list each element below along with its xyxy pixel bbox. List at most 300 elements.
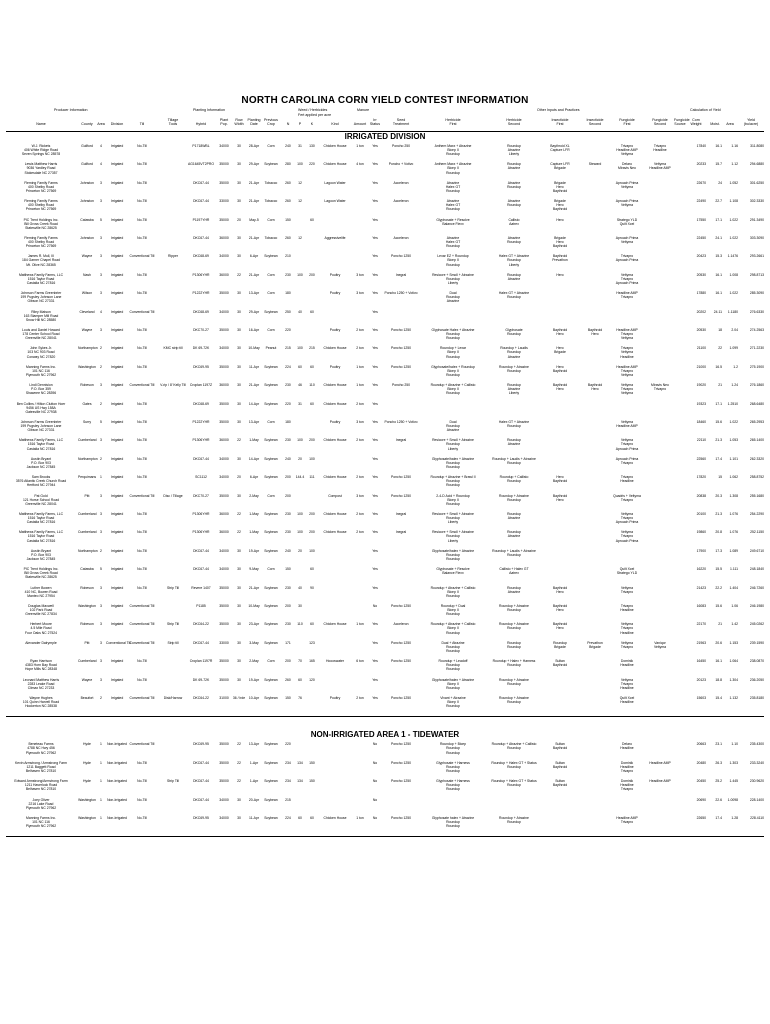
cell-line: Brigade (554, 236, 566, 240)
cell-line (542, 318, 578, 322)
cell-pop: 34000 (219, 567, 229, 572)
cell-line: Hero (556, 626, 564, 631)
cell-h2 (486, 816, 542, 828)
cell-line: Veltyma (620, 383, 634, 388)
cell-ar: 1.053 (729, 438, 738, 443)
cell-h2 (486, 512, 542, 524)
cell-line: Roundup (507, 203, 521, 208)
column-header-line2: Area (726, 122, 734, 127)
cell-till: No-Till (137, 180, 147, 185)
cell-line (542, 299, 578, 303)
cell-pop: 34000 (219, 254, 229, 259)
column-header-i1 (542, 118, 578, 126)
cell-line (610, 299, 644, 303)
cell-src (674, 641, 686, 653)
cell-line: Baythroid (587, 383, 603, 388)
cell-line: Baythroid (552, 585, 568, 590)
cell-ar: 1.099 (729, 346, 738, 351)
cell-hybrid: DKC69-95 (193, 364, 209, 369)
cell-line (646, 612, 674, 616)
cell-line: Headline (653, 148, 667, 153)
column-header-line2: First (556, 122, 564, 127)
cell-line (674, 704, 686, 708)
cell-wt: 20423 (696, 254, 706, 259)
cell-yld: 294.6880 (749, 162, 764, 167)
cell-i1 (542, 567, 578, 579)
cell-hybrid: DKC67-44 (193, 199, 209, 204)
cell-line: Roundup (507, 608, 521, 613)
cell-moist: 18 (718, 328, 722, 332)
cell-line (646, 686, 674, 690)
cell-line: Baythroid (552, 479, 568, 484)
cell-line: Roundup + Atrazine (499, 677, 529, 682)
cell-wt: 17820 (696, 475, 706, 480)
cell-line (486, 281, 542, 285)
cell-width: 30 (237, 659, 241, 664)
cell-yld: 268.6480 (749, 401, 764, 406)
cell-src (674, 622, 686, 634)
cell-line (674, 152, 686, 156)
cell-src (674, 365, 686, 377)
cell-i2 (580, 218, 610, 230)
cell-f1 (610, 816, 644, 828)
cell-seed: Acceleron (393, 199, 409, 204)
cell-src (674, 310, 686, 322)
table-row (0, 798, 770, 816)
cell-tools: KMC strip till (163, 346, 183, 351)
cell-line (646, 806, 674, 810)
cell-line: Headline AMP (649, 779, 671, 784)
cell-line: Plymouth NC 27962 (25, 805, 57, 810)
cell-amt: 6 ton (356, 659, 364, 664)
cell-i2 (580, 678, 610, 690)
cell-f2 (646, 641, 674, 653)
cell-line: Miravis Neo (618, 166, 636, 171)
cell-width: 30 (237, 383, 241, 388)
cell-h1 (422, 742, 484, 754)
cell-line (542, 355, 578, 359)
cell-line: Roundup + Atrazine (499, 604, 529, 608)
cell-irr: Yes (372, 548, 378, 553)
cell-line: Halex GT + Atrazine (498, 254, 530, 259)
cell-moist: 17.1 (715, 217, 722, 222)
column-header-line2: First (623, 122, 631, 127)
cell-f2 (646, 199, 674, 211)
cell-line: 2216 Lake Road (28, 801, 54, 806)
cell-line (422, 410, 484, 414)
cell-line: Delaro (622, 162, 632, 167)
cell-irr: Yes (372, 438, 378, 443)
cell-crop: Soybean (264, 797, 278, 802)
cell-hybrid: DKC67-44 (193, 180, 209, 185)
cell-line: Bicep II (447, 148, 459, 153)
cell-wt: 20233 (696, 162, 706, 167)
cell-till: Conventional Till (129, 604, 155, 608)
cell-n: 224 (285, 816, 291, 820)
cell-pop: 35000 (219, 217, 229, 222)
cell-h2 (486, 365, 542, 377)
cell-line: Roundup (446, 464, 460, 469)
cell-n: 230 (285, 272, 291, 277)
cell-yld: 246.7260 (749, 585, 764, 590)
cell-line: Liberty (508, 262, 520, 267)
cell-f1 (610, 494, 644, 506)
cell-pop: 31000 (219, 696, 229, 700)
cell-pop: 34000 (219, 475, 229, 480)
cell-irr: Yes (372, 512, 378, 516)
cell-line (486, 483, 542, 487)
cell-n: 240 (285, 548, 291, 553)
cell-h2 (486, 199, 542, 211)
cell-line (674, 244, 686, 248)
cell-pop: 36000 (219, 272, 229, 277)
cell-src (674, 402, 686, 414)
table-row (0, 144, 770, 162)
cell-date: 1-Apr (249, 779, 259, 784)
cell-line (646, 667, 674, 671)
cell-kind: Lagoon Water (324, 199, 346, 204)
cell-f1 (610, 236, 644, 248)
cell-county: Robeson (80, 585, 94, 590)
cell-line (486, 575, 542, 579)
cell-line: Atrazine (507, 148, 521, 153)
cell-moist: 22.6 (715, 797, 722, 802)
cell-f1 (610, 420, 644, 432)
cell-kind: Chicken House (323, 346, 347, 351)
cell-line (674, 575, 686, 579)
cell-i1 (542, 816, 578, 828)
table-row (0, 512, 770, 530)
cell-name (6, 236, 76, 248)
cell-till: No-Till (137, 677, 147, 682)
cell-line: Roundup + Dual (440, 604, 466, 608)
cell-amt: 3 ton (356, 420, 364, 424)
cell-irr: Yes (372, 420, 378, 424)
cell-i1 (542, 236, 578, 248)
cell-line (486, 226, 542, 230)
cell-h2 (486, 761, 542, 773)
cell-area: 1 (100, 816, 102, 820)
cell-src (674, 586, 686, 598)
cell-line: 1516 Taylor Road (27, 442, 55, 447)
cell-hybrid: DKC67-44 (193, 760, 209, 765)
cell-kind: Lagoon Water (324, 180, 346, 185)
cell-f1 (610, 567, 644, 579)
cell-line (646, 539, 674, 543)
cell-p: 134 (297, 760, 303, 765)
cell-line: Halex GT + Atrazine (498, 291, 530, 296)
cell-wt: 22560 (696, 456, 706, 461)
cell-line: Roundup (446, 820, 460, 825)
cell-line (486, 649, 542, 653)
cell-h2 (486, 567, 542, 579)
cell-division: Irrigated (110, 346, 124, 351)
cell-line: Lexar EZ + Roundup (437, 254, 469, 259)
cell-area: 2 (100, 401, 102, 406)
cell-moist: 17.3 (715, 548, 722, 553)
cell-line: Dominik (620, 760, 634, 765)
cell-county: Catawba (80, 567, 94, 572)
cell-line (580, 355, 610, 359)
cell-ar: 1.022 (729, 420, 738, 424)
cell-division: Irrigated (110, 585, 124, 590)
cell-pop: 36000 (219, 530, 229, 535)
cell-line (486, 465, 542, 469)
cell-tools: Strip Till (166, 622, 180, 627)
cell-h1 (422, 567, 484, 579)
cell-ar: 1.16 (731, 144, 738, 148)
cell-line: 101 Quinn Harvell Road (22, 700, 60, 705)
group-other-inputs: Other Inputs and Practices (537, 108, 580, 112)
cell-division: Irrigated (110, 548, 124, 553)
cell-irr: No (372, 779, 378, 784)
cell-line: Roundup (446, 556, 460, 561)
cell-wt: 20480 (696, 760, 706, 765)
cell-h2 (486, 402, 542, 414)
cell-moist: 22.7 (715, 199, 722, 204)
cell-line (580, 391, 610, 395)
cell-pop: 34000 (219, 456, 229, 461)
cell-n: 260 (285, 180, 291, 185)
cell-width: 30 (237, 677, 241, 682)
cell-line: Castalia NC 27816 (26, 538, 56, 543)
cell-k: 60 (310, 622, 314, 627)
column-header-line1: Herbicide (506, 118, 522, 122)
cell-line: Roundup (446, 152, 460, 157)
cell-f1 (610, 742, 644, 754)
cell-line: 1516 Taylor Road (27, 534, 55, 539)
cell-crop: Corn (267, 493, 275, 498)
cell-line: Trivapro (620, 254, 634, 259)
cell-h2 (486, 181, 542, 193)
cell-i1 (542, 586, 578, 598)
cell-yld: 275.1900 (749, 364, 764, 369)
cell-division: Irrigated (110, 696, 124, 700)
cell-line (580, 226, 610, 230)
cell-hybrid: DKC68-69 (193, 254, 209, 259)
cell-date: 29-Apr (248, 162, 260, 167)
cell-line (542, 391, 578, 395)
cell-line (646, 171, 674, 175)
section-title: IRRIGATED DIVISION (344, 132, 426, 141)
cell-line (486, 751, 542, 755)
cell-county: Johnston (80, 199, 94, 204)
cell-line (610, 594, 644, 598)
cell-ar: 1.303 (729, 760, 738, 765)
cell-name (6, 761, 76, 773)
cell-county: Cumberland (78, 530, 97, 535)
cell-kind: Chicken House (323, 816, 347, 820)
column-header-line1: Insecticide (586, 118, 604, 122)
cell-line: Roundup (507, 438, 521, 443)
cell-h2 (486, 457, 542, 469)
cell-name (6, 144, 76, 156)
cell-ar: 1.108 (729, 199, 738, 204)
cell-line: Manteo NC 27954 (27, 593, 55, 598)
cell-ar: 1.28 (731, 816, 738, 820)
cell-src (674, 181, 686, 193)
cell-division: Irrigated (110, 567, 124, 572)
cell-k: 200 (309, 272, 315, 277)
cell-line: Headline AMP (649, 760, 671, 765)
cell-line (674, 787, 686, 791)
cell-pop: 35000 (219, 328, 229, 332)
cell-line (580, 336, 610, 340)
cell-line (646, 649, 674, 653)
cell-i2 (580, 402, 610, 414)
cell-county: Wayne (81, 677, 93, 682)
cell-p: 20 (298, 548, 302, 553)
cell-i2 (580, 420, 610, 432)
cell-i1 (542, 622, 578, 634)
cell-kind: Compost (328, 493, 342, 498)
cell-line (674, 447, 686, 451)
table-row (0, 586, 770, 604)
column-header-width (232, 118, 246, 126)
column-header-amt (352, 118, 368, 126)
cell-wt: 22670 (696, 180, 706, 185)
cell-irr: No (372, 816, 378, 820)
cell-kind: Aggressivelife (324, 236, 346, 240)
cell-width: 30 (237, 797, 241, 802)
cell-line: Anthem Maxx + Atrazine (434, 144, 472, 148)
cell-wt: 21963 (696, 640, 706, 645)
cell-line: Roundup (446, 783, 460, 788)
cell-h1 (422, 181, 484, 193)
cell-i1 (542, 742, 578, 754)
cell-county: Wayne (81, 254, 93, 259)
cell-h1 (422, 420, 484, 432)
cell-line: Roundup (446, 170, 460, 175)
cell-p: 30 (298, 604, 302, 608)
cell-line (674, 299, 686, 303)
cell-i1 (542, 696, 578, 708)
cell-line: Roundup (507, 512, 521, 516)
cell-till: No-Till (137, 760, 147, 765)
cell-h1 (422, 622, 484, 634)
cell-line (674, 806, 686, 810)
cell-line (422, 806, 484, 810)
cell-irr: Yes (372, 622, 378, 627)
cell-line (646, 769, 674, 773)
cell-i2 (580, 641, 610, 653)
table-row (0, 742, 770, 760)
cell-h1 (422, 162, 484, 174)
cell-f1 (610, 779, 644, 791)
cell-hybrid: P1718WBL (192, 144, 210, 148)
cell-h1 (422, 254, 484, 266)
cell-till: No-Till (137, 779, 147, 784)
cell-area: 3 (100, 383, 102, 388)
cell-line: 101 NC 116 (32, 368, 50, 373)
cell-irr: Yes (372, 309, 378, 314)
cell-line: Baythroid (552, 244, 568, 249)
cell-line: Brigade (554, 350, 566, 355)
cell-k: 60 (310, 567, 314, 572)
cell-ar: 1.022 (729, 217, 738, 222)
cell-seed: Poncho 1250 (391, 640, 411, 645)
cell-till: Conventional Till (129, 742, 155, 747)
cell-line (674, 649, 686, 653)
cell-line (580, 502, 610, 506)
cell-name (6, 641, 76, 653)
cell-ar: 1.0098 (727, 797, 738, 802)
cell-f2 (646, 162, 674, 174)
cell-area: 1 (100, 742, 102, 747)
cell-hybrid: DKC67-44 (193, 797, 209, 802)
cell-amt: 4 ton (356, 162, 364, 167)
cell-f2 (646, 365, 674, 377)
cell-pop: 35000 (219, 659, 229, 664)
cell-moist: 15.6 (715, 604, 722, 608)
cell-date: 19-Apr (248, 677, 260, 682)
column-header-name (6, 118, 76, 126)
cell-line: 1211 Baggett Road (26, 764, 56, 769)
cell-date: 16-Apr (248, 328, 260, 332)
column-header-p (294, 118, 306, 126)
cell-date: 1-Apr (249, 760, 259, 765)
cell-line (486, 594, 542, 598)
cell-date: 13-Apr (248, 420, 260, 424)
table-row (0, 696, 770, 714)
cell-line: 1211 Haverlock Road (24, 783, 58, 788)
cell-name (6, 567, 76, 579)
cell-hybrid: DKC69-95 (193, 816, 209, 820)
cell-f1 (610, 798, 644, 810)
cell-line (580, 318, 610, 322)
cell-irr: Yes (372, 530, 378, 535)
cell-n: 280 (285, 162, 291, 167)
cell-line: Roundup (446, 354, 460, 359)
cell-line (542, 152, 578, 156)
cell-line: Gatesville NC 27938 (25, 409, 57, 414)
cell-date: 14-Apr (248, 401, 260, 406)
table-row (0, 494, 770, 512)
cell-yld: 276.1860 (749, 383, 764, 388)
cell-f2 (646, 181, 674, 193)
cell-seed: Poncho 250 (391, 144, 411, 148)
cell-crop: Soybean (264, 604, 278, 608)
cell-h2 (486, 779, 542, 791)
cell-line: Bicep II (447, 681, 459, 686)
cell-moist: 16.1 (715, 659, 722, 664)
cell-line: Dual (449, 291, 457, 296)
cell-tools: Strip Till (166, 779, 180, 784)
cell-seed: Poncho 1250 (391, 816, 411, 820)
cell-seed: Inegral (395, 438, 407, 443)
cell-crop: Soybean (264, 760, 278, 765)
cell-i2 (580, 254, 610, 266)
cell-amt: 2 ton (356, 512, 364, 516)
column-header-line2: Weight (690, 122, 702, 127)
cell-i2 (580, 162, 610, 174)
cell-area: 2 (100, 456, 102, 461)
cell-line: Roundup + Laudis + Atrazine (492, 456, 536, 461)
cell-k: 200 (309, 512, 315, 516)
cell-line (646, 391, 674, 395)
column-header-crop (262, 118, 280, 126)
cell-ar: 1.062 (729, 475, 738, 480)
cell-line (542, 171, 578, 175)
column-header-tools (160, 118, 186, 126)
cell-line: 400 Shelby Road (27, 184, 54, 189)
cell-f2 (646, 779, 674, 791)
cell-name (6, 549, 76, 561)
cell-i2 (580, 438, 610, 450)
cell-line: Hero (556, 475, 564, 480)
cell-line: Joey Oliver (32, 797, 50, 802)
cell-line: Veltyma (620, 512, 634, 516)
